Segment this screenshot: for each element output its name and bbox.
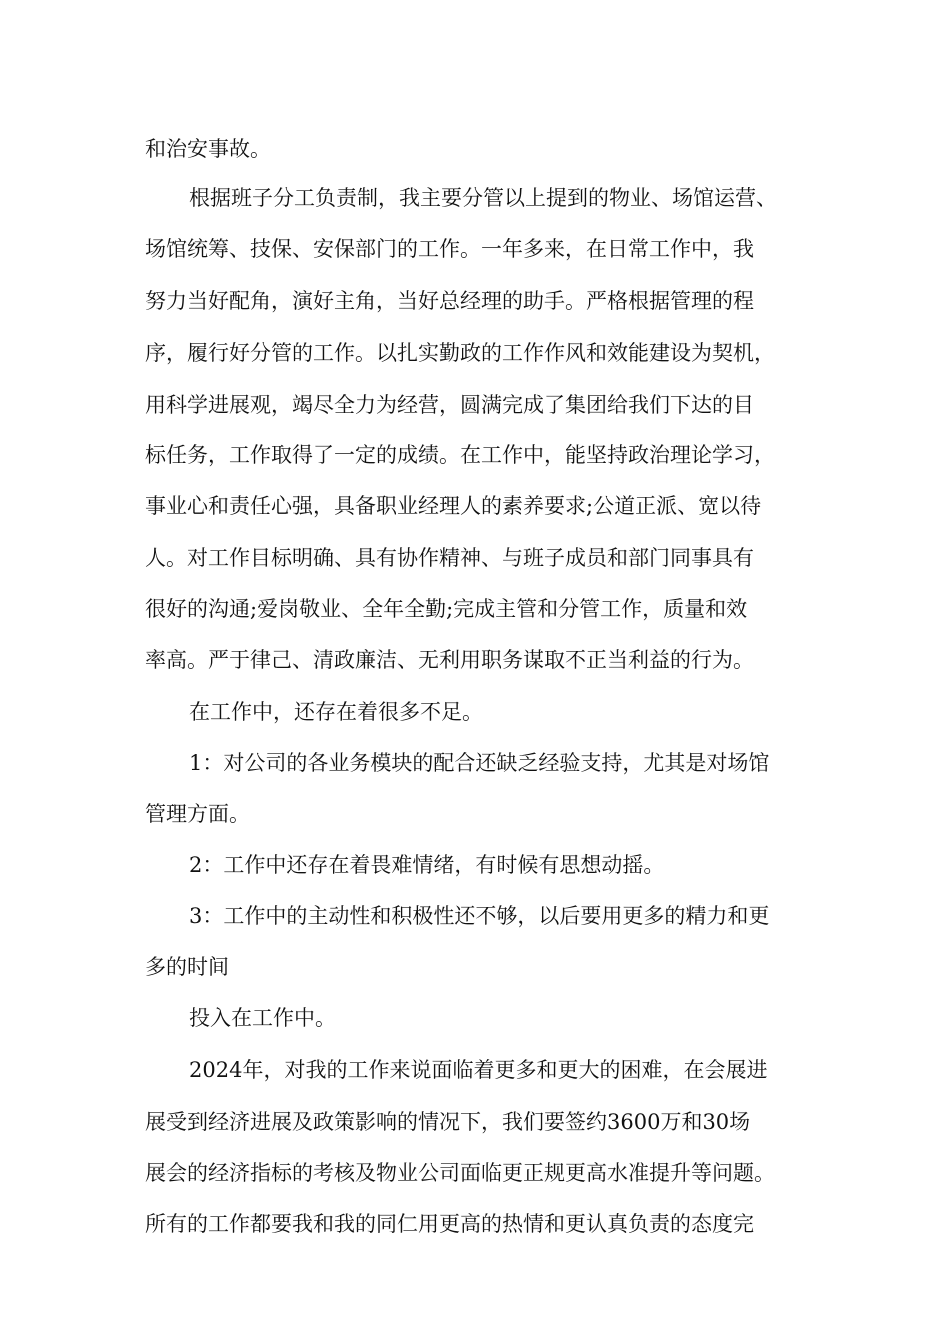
text-line: 所有的工作都要我和我的同仁用更高的热情和更认真负责的态度完 bbox=[145, 1212, 754, 1236]
text-line: 事业心和责任心强，具备职业经理人的素养要求;公道正派、宽以待 bbox=[145, 494, 762, 518]
text-line: 和治安事故。 bbox=[145, 137, 271, 161]
list-item-line: 1：对公司的各业务模块的配合还缺乏经验支持，尤其是对场馆 bbox=[189, 751, 770, 775]
text-line: 展受到经济进展及政策影响的情况下，我们要签约3600万和30场 bbox=[145, 1110, 751, 1134]
text-line: 人。对工作目标明确、具有协作精神、与班子成员和部门同事具有 bbox=[145, 546, 754, 570]
paragraph-start-line: 投入在工作中。 bbox=[189, 1006, 336, 1030]
paragraph-start-line: 在工作中，还存在着很多不足。 bbox=[189, 700, 483, 724]
text-line: 率高。严于律己、清政廉洁、无利用职务谋取不正当利益的行为。 bbox=[145, 648, 754, 672]
paragraph-start-line: 根据班子分工负责制，我主要分管以上提到的物业、场馆运营、 bbox=[189, 186, 777, 210]
text-line: 序，履行好分管的工作。以扎实勤政的工作作风和效能建设为契机， bbox=[145, 341, 775, 365]
text-line: 用科学进展观，竭尽全力为经营，圆满完成了集团给我们下达的目 bbox=[145, 393, 754, 417]
text-line: 标任务，工作取得了一定的成绩。在工作中，能坚持政治理论学习， bbox=[145, 443, 775, 467]
text-line: 场馆统筹、技保、安保部门的工作。一年多来，在日常工作中，我 bbox=[145, 237, 754, 261]
text-line: 展会的经济指标的考核及物业公司面临更正规更高水准提升等问题。 bbox=[145, 1161, 775, 1185]
text-line: 管理方面。 bbox=[145, 802, 250, 826]
text-line: 多的时间 bbox=[145, 955, 229, 979]
list-item-line: 2：工作中还存在着畏难情绪，有时候有思想动摇。 bbox=[189, 853, 665, 877]
paragraph-start-line: 2024年，对我的工作来说面临着更多和更大的困难，在会展进 bbox=[189, 1058, 768, 1082]
text-line: 努力当好配角，演好主角，当好总经理的助手。严格根据管理的程 bbox=[145, 289, 754, 313]
list-item-line: 3：工作中的主动性和积极性还不够，以后要用更多的精力和更 bbox=[189, 904, 770, 928]
text-line: 很好的沟通;爱岗敬业、全年全勤;完成主管和分管工作，质量和效 bbox=[145, 597, 748, 621]
